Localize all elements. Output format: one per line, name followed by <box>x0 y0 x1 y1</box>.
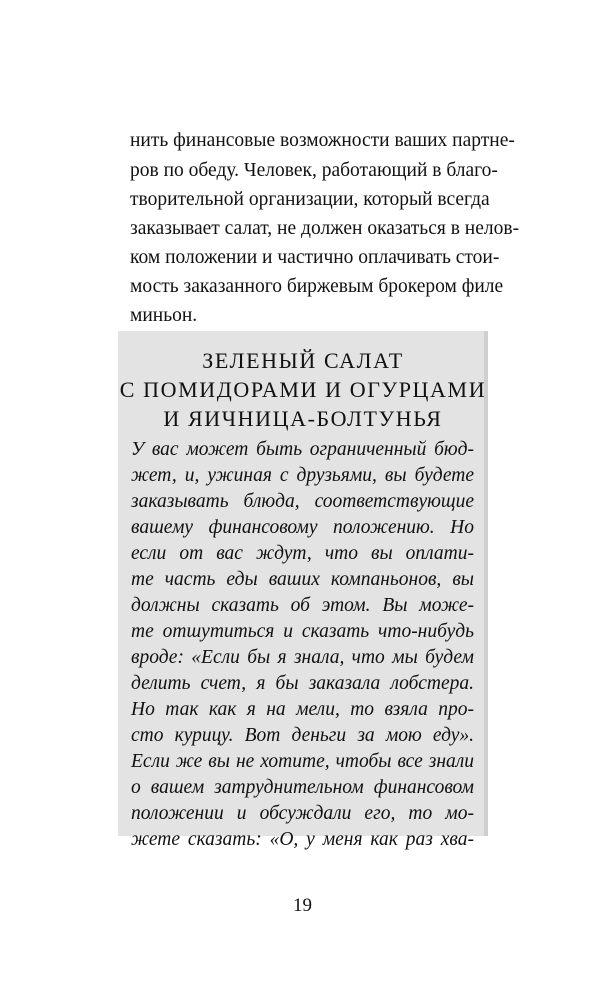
body-line: ком положении и частично оплачивать стои- <box>130 247 500 268</box>
sidebar-line: У вас может быть ограниченный бюд- <box>131 439 474 460</box>
page-number: 19 <box>293 895 312 916</box>
body-line: ров по обеду. Человек, работающий в благо- <box>130 160 498 181</box>
sidebar-line: сто курицу. Вот деньги за мою еду». <box>131 725 474 746</box>
sidebar-line: жет, и, ужиная с друзьями, вы будете <box>131 465 474 486</box>
sidebar-heading-line: ЗЕЛЕНЫЙ САЛАТ <box>202 348 404 373</box>
sidebar-line: о вашем затруднительном финансовом <box>131 777 474 798</box>
sidebar-line: вашему финансовому положению. Но <box>131 517 474 538</box>
sidebar-line: делить счет, я бы заказала лобстера. <box>131 673 474 694</box>
sidebar-line: если от вас ждут, что вы оплати- <box>131 543 474 564</box>
sidebar-line: должны сказать об этом. Вы може- <box>131 595 474 616</box>
body-line: миньон. <box>130 305 198 326</box>
sidebar-line: те часть еды ваших компаньонов, вы <box>131 569 474 590</box>
body-line: творительной организации, который всегда <box>130 189 490 210</box>
sidebar-line: положении и обсуждали его, то мо- <box>131 803 474 824</box>
sidebar-line: вроде: «Если бы я знала, что мы будем <box>131 647 474 668</box>
sidebar-line: те отшутиться и сказать что-нибудь <box>131 621 474 642</box>
sidebar-heading-line: С ПОМИДОРАМИ И ОГУРЦАМИ <box>119 377 487 402</box>
body-line: мость заказанного биржевым брокером филе <box>130 276 504 297</box>
sidebar-line: заказывать блюда, соответствующие <box>131 491 474 512</box>
body-line: нить финансовые возможности ваших партне- <box>130 130 515 151</box>
body-line: заказывает салат, не должен оказаться в нелов- <box>130 218 520 239</box>
sidebar-heading-line: И ЯИЧНИЦА-БОЛТУНЬЯ <box>163 406 443 431</box>
sidebar-line: жете сказать: «О, у меня как раз хва- <box>131 829 474 850</box>
sidebar-line: Но так как я на мели, то взяла про- <box>131 699 474 720</box>
sidebar-line: Если же вы не хотите, чтобы все знали <box>131 751 474 772</box>
